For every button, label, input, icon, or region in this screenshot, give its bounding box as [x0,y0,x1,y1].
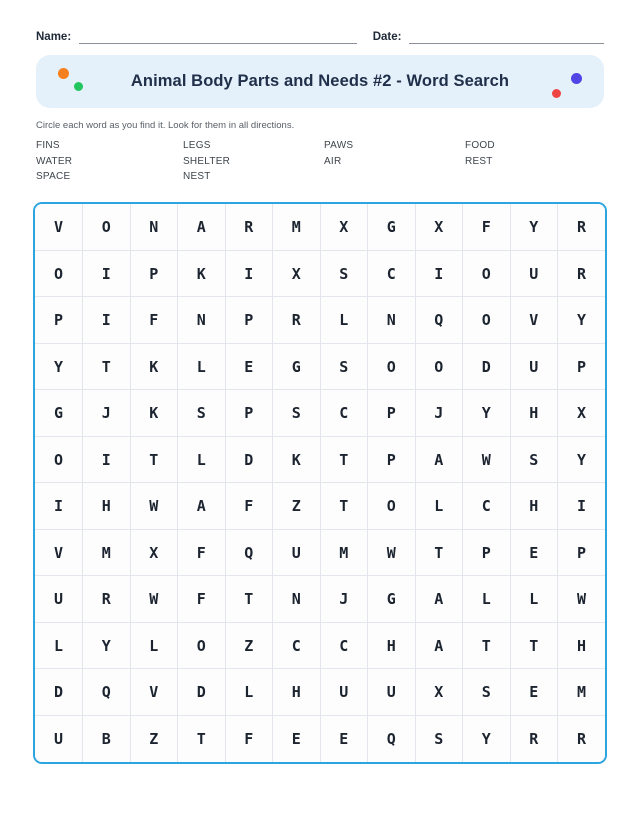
grid-cell[interactable]: N [178,297,226,344]
grid-cell[interactable]: H [273,669,321,716]
grid-cell[interactable]: Y [35,343,83,390]
grid-row [35,250,605,297]
grid-cell[interactable]: X [558,390,606,437]
grid-cell[interactable]: S [320,250,368,297]
grid-cell[interactable]: L [415,483,463,530]
grid-cell[interactable]: P [368,436,416,483]
grid-cell[interactable]: S [510,436,558,483]
grid-cell[interactable]: U [35,715,83,762]
grid-cell[interactable]: R [558,250,606,297]
grid-cell[interactable]: P [558,529,606,576]
grid-cell[interactable]: U [510,343,558,390]
grid-cell[interactable]: H [558,622,606,669]
word-list-item: SPACE [36,170,71,182]
grid-cell[interactable]: V [35,529,83,576]
grid-cell[interactable]: Q [225,529,273,576]
grid-cell[interactable]: O [178,622,226,669]
grid-cell[interactable]: T [415,529,463,576]
date-input-line[interactable] [409,30,604,44]
grid-cell[interactable]: E [510,669,558,716]
blue-dot-icon [571,73,582,84]
grid-cell[interactable]: J [320,576,368,623]
grid-cell[interactable]: F [225,715,273,762]
grid-cell[interactable]: O [35,250,83,297]
grid-cell[interactable]: L [130,622,178,669]
grid-row [35,297,605,344]
grid-cell[interactable]: F [225,483,273,530]
grid-cell[interactable]: T [510,622,558,669]
grid-cell[interactable]: R [83,576,131,623]
grid-cell[interactable]: G [368,576,416,623]
grid-cell[interactable]: W [558,576,606,623]
grid-cell[interactable]: H [368,622,416,669]
grid-cell[interactable]: L [510,576,558,623]
grid-cell[interactable]: A [415,436,463,483]
title-banner [36,55,604,108]
word-list-item: FOOD [465,140,495,152]
grid-cell[interactable]: J [83,390,131,437]
grid-cell[interactable]: L [35,622,83,669]
grid-cell[interactable]: D [225,436,273,483]
grid-row [35,715,605,762]
grid-cell[interactable]: T [178,715,226,762]
grid-cell[interactable]: A [415,622,463,669]
grid-row [35,576,605,623]
grid-row [35,483,605,530]
grid-cell[interactable]: G [35,390,83,437]
grid-cell[interactable]: L [320,297,368,344]
grid-cell[interactable]: B [83,715,131,762]
grid-cell[interactable]: S [178,390,226,437]
grid-cell[interactable]: C [368,250,416,297]
grid-cell[interactable]: M [320,529,368,576]
word-list-item: NEST [183,170,211,182]
grid-cell[interactable]: N [368,297,416,344]
grid-cell[interactable]: T [320,436,368,483]
grid-cell[interactable]: O [35,436,83,483]
grid-cell[interactable]: Y [558,436,606,483]
grid-cell[interactable]: K [273,436,321,483]
grid-row [35,436,605,483]
grid-cell[interactable]: E [273,715,321,762]
word-list-item: FINS [36,140,60,152]
instructions-text: Circle each word as you find it. Look for them in all directions. [36,120,295,131]
grid-cell[interactable]: P [225,297,273,344]
grid-cell[interactable]: A [415,576,463,623]
grid-cell[interactable]: C [320,390,368,437]
word-list-item: REST [465,155,493,167]
grid-cell[interactable]: X [415,204,463,251]
grid-cell[interactable]: R [558,715,606,762]
grid-cell[interactable]: O [463,250,511,297]
grid-row [35,204,605,251]
grid-cell[interactable]: V [130,669,178,716]
red-dot-icon [552,89,561,98]
orange-dot-icon [58,68,69,79]
grid-cell[interactable]: P [368,390,416,437]
grid-cell[interactable]: L [463,576,511,623]
grid-cell[interactable]: R [225,204,273,251]
grid-cell[interactable]: O [415,343,463,390]
grid-cell[interactable]: Y [463,715,511,762]
grid-cell[interactable]: X [130,529,178,576]
name-input-line[interactable] [79,30,357,44]
grid-cell[interactable]: W [130,576,178,623]
grid-cell[interactable]: H [83,483,131,530]
grid-cell[interactable]: Q [83,669,131,716]
grid-cell[interactable]: X [320,204,368,251]
grid-cell[interactable]: C [273,622,321,669]
date-field-group [373,30,604,44]
grid-cell[interactable]: W [463,436,511,483]
grid-cell[interactable]: L [225,669,273,716]
word-list [36,138,604,184]
grid-cell[interactable]: R [510,715,558,762]
grid-cell[interactable]: Y [83,622,131,669]
grid-cell[interactable]: U [273,529,321,576]
grid-cell[interactable]: E [225,343,273,390]
grid-cell[interactable]: U [320,669,368,716]
grid-cell[interactable]: D [463,343,511,390]
grid-cell[interactable]: F [178,576,226,623]
grid-cell[interactable]: A [178,483,226,530]
grid-cell[interactable]: A [178,204,226,251]
grid-cell[interactable]: T [130,436,178,483]
grid-cell[interactable]: K [178,250,226,297]
grid-cell[interactable]: V [35,204,83,251]
grid-cell[interactable]: H [510,390,558,437]
word-list-item: PAWS [324,140,354,152]
grid-cell[interactable]: F [463,204,511,251]
grid-cell[interactable]: I [83,297,131,344]
name-label: Name: [36,31,72,43]
grid-cell[interactable]: Y [558,297,606,344]
grid-cell[interactable]: G [273,343,321,390]
grid-row [35,343,605,390]
grid-cell[interactable]: J [415,390,463,437]
grid-row [35,529,605,576]
grid-cell[interactable]: V [510,297,558,344]
grid-cell[interactable]: P [225,390,273,437]
grid-cell[interactable]: F [178,529,226,576]
page-title: Animal Body Parts and Needs #2 - Word Search [130,72,510,90]
grid-cell[interactable]: O [368,343,416,390]
grid-cell[interactable]: S [320,343,368,390]
grid-cell[interactable]: W [130,483,178,530]
grid-cell[interactable]: I [83,250,131,297]
grid-cell[interactable]: Z [225,622,273,669]
grid-cell[interactable]: F [130,297,178,344]
grid-cell[interactable]: P [130,250,178,297]
name-date-row [0,0,640,44]
grid-cell[interactable]: T [225,576,273,623]
grid-row [35,622,605,669]
word-list-item: LEGS [183,140,211,152]
grid-cell[interactable]: D [35,669,83,716]
grid-cell[interactable]: G [368,204,416,251]
grid-cell[interactable]: W [368,529,416,576]
grid-cell[interactable]: U [368,669,416,716]
grid-cell[interactable]: K [130,343,178,390]
word-list-item: AIR [324,155,342,167]
grid-cell[interactable]: P [463,529,511,576]
grid-cell[interactable]: N [273,576,321,623]
grid-cell[interactable]: M [273,204,321,251]
name-field-group [36,30,357,44]
grid-cell[interactable]: U [510,250,558,297]
grid-cell[interactable]: R [558,204,606,251]
grid-cell[interactable]: Q [368,715,416,762]
grid-cell[interactable]: D [178,669,226,716]
word-list-item: WATER [36,155,73,167]
grid-row [35,669,605,716]
grid-cell[interactable]: I [83,436,131,483]
grid-cell[interactable]: Y [510,204,558,251]
grid-cell[interactable]: O [83,204,131,251]
grid-cell[interactable]: L [178,343,226,390]
grid-cell[interactable]: Q [415,297,463,344]
letter-grid-table [35,204,605,762]
grid-cell[interactable]: I [35,483,83,530]
grid-cell[interactable]: X [273,250,321,297]
grid-cell[interactable]: L [178,436,226,483]
grid-cell[interactable]: S [463,669,511,716]
word-search-grid[interactable] [33,202,607,764]
grid-cell[interactable]: X [415,669,463,716]
grid-cell[interactable]: S [273,390,321,437]
word-list-item: SHELTER [183,155,231,167]
grid-cell[interactable]: P [35,297,83,344]
grid-cell[interactable]: M [558,669,606,716]
grid-cell[interactable]: O [463,297,511,344]
grid-cell[interactable]: Z [273,483,321,530]
grid-cell[interactable]: C [320,622,368,669]
grid-cell[interactable]: T [83,343,131,390]
green-dot-icon [74,82,83,91]
grid-cell[interactable]: T [463,622,511,669]
grid-cell[interactable]: K [130,390,178,437]
grid-cell[interactable]: H [510,483,558,530]
grid-cell[interactable]: E [320,715,368,762]
grid-cell[interactable]: S [415,715,463,762]
grid-cell[interactable]: I [558,483,606,530]
grid-cell[interactable]: U [35,576,83,623]
grid-cell[interactable]: O [368,483,416,530]
grid-row [35,390,605,437]
grid-cell[interactable]: Z [130,715,178,762]
letter-grid-body [35,204,605,762]
grid-cell[interactable]: T [320,483,368,530]
date-label: Date: [372,31,402,43]
grid-cell[interactable]: I [225,250,273,297]
grid-cell[interactable]: Y [463,390,511,437]
grid-cell[interactable]: P [558,343,606,390]
grid-cell[interactable]: I [415,250,463,297]
grid-cell[interactable]: R [273,297,321,344]
grid-cell[interactable]: M [83,529,131,576]
grid-cell[interactable]: E [510,529,558,576]
grid-cell[interactable]: N [130,204,178,251]
grid-cell[interactable]: C [463,483,511,530]
